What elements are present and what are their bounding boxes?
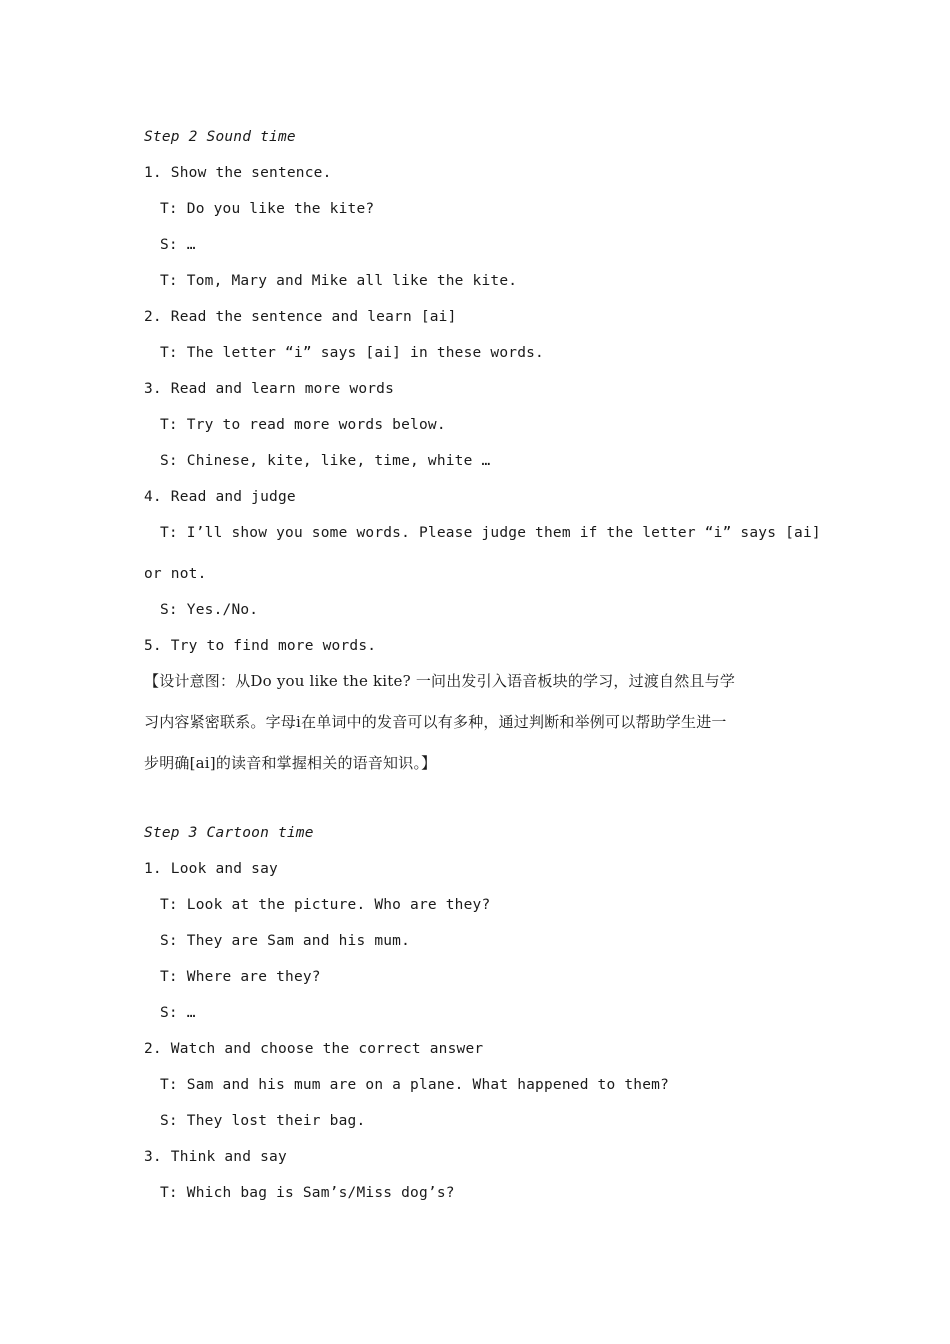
step2-teacher-line: T: The letter “i” says [ai] in these words. [160,345,544,361]
step2-teacher-line-continued: or not. [144,566,207,582]
step3-student-line: S: … [160,1005,196,1021]
step3-teacher-line: T: Sam and his mum are on a plane. What happened to them? [160,1077,669,1093]
step2-teacher-line: T: Try to read more words below. [160,417,446,433]
step3-heading: Step 3 Cartoon time [144,825,314,841]
step2-item-5: 5. Try to find more words. [144,638,377,654]
step2-teacher-line: T: Tom, Mary and Mike all like the kite. [160,273,518,289]
step2-item-2: 2. Read the sentence and learn [ai] [144,309,457,325]
step3-teacher-line: T: Where are they? [160,969,321,985]
step3-teacher-line: T: Which bag is Sam’s/Miss dog’s? [160,1185,455,1201]
design-note-line: 步明确[ai]的读音和掌握相关的语音知识。】 [144,754,437,772]
step2-student-line: S: Yes./No. [160,602,259,618]
step3-teacher-line: T: Look at the picture. Who are they? [160,897,491,913]
step3-item-3: 3. Think and say [144,1149,287,1165]
step3-student-line: S: They lost their bag. [160,1113,366,1129]
step2-item-1: 1. Show the sentence. [144,165,332,181]
step2-item-4: 4. Read and judge [144,489,296,505]
step2-student-line: S: … [160,237,196,253]
step2-teacher-line: T: Do you like the kite? [160,201,375,217]
design-note-line: 【设计意图：从Do you like the kite? 一问出发引入语音板块的学习，过渡自然且与学 [144,672,736,690]
step3-item-2: 2. Watch and choose the correct answer [144,1041,484,1057]
design-note-line: 习内容紧密联系。字母i在单词中的发音可以有多种，通过判断和举例可以帮助学生进一 [144,713,727,731]
step2-heading: Step 2 Sound time [144,129,296,145]
step3-student-line: S: They are Sam and his mum. [160,933,411,949]
step2-item-3: 3. Read and learn more words [144,381,395,397]
step2-student-line: S: Chinese, kite, like, time, white … [160,453,491,469]
step3-item-1: 1. Look and say [144,861,278,877]
step2-teacher-line: T: I’ll show you some words. Please judge them if the letter “i” says [ai] [160,525,821,541]
